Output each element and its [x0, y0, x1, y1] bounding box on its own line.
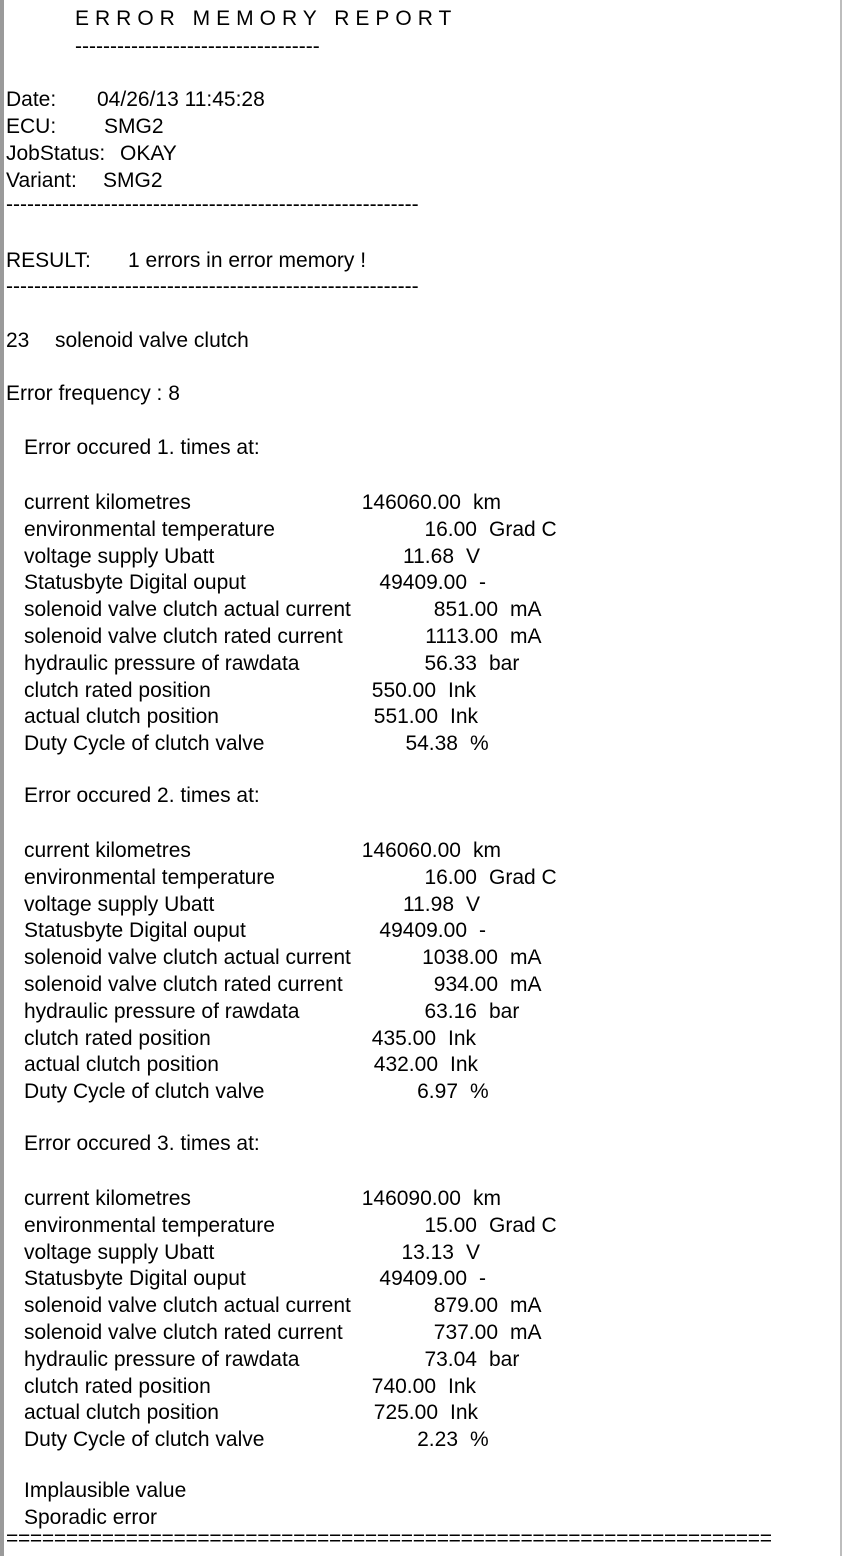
measurement-label: Statusbyte Digital ouput: [24, 1267, 246, 1291]
jobstatus-value: OKAY: [120, 142, 177, 165]
title-underline: -----------------------------------: [75, 35, 320, 58]
measurement-value: 1038.00: [422, 946, 498, 970]
measurement-unit: bar: [489, 651, 520, 675]
measurement-row: [24, 518, 784, 542]
measurement-unit: Ink: [450, 1401, 479, 1425]
measurement-unit: V: [466, 1240, 481, 1264]
measurement-value: 49409.00: [379, 919, 467, 943]
measurement-label: hydraulic pressure of rawdata: [24, 1347, 300, 1371]
note-implausible-value: Implausible value: [24, 1479, 187, 1502]
ecu-label: ECU:: [6, 115, 57, 138]
measurement-unit: km: [473, 1187, 501, 1210]
measurement-row: [24, 973, 784, 997]
measurement-row: [24, 919, 784, 943]
measurement-value: 432.00: [373, 1053, 438, 1077]
measurement-label: Statusbyte Digital ouput: [24, 919, 246, 943]
measurement-unit: Grad C: [489, 517, 557, 541]
measurement-label: environmental temperature: [24, 517, 275, 541]
measurement-label: actual clutch position: [24, 705, 219, 729]
measurement-label: clutch rated position: [24, 678, 211, 702]
measurement-label: Statusbyte Digital ouput: [24, 571, 246, 595]
measurement-value: 73.04: [424, 1347, 477, 1371]
measurement-row: [24, 625, 784, 649]
measurement-label: actual clutch position: [24, 1053, 219, 1077]
measurement-row: [24, 1214, 784, 1238]
measurement-value: 11.68: [403, 544, 454, 568]
note-sporadic-error: Sporadic error: [24, 1506, 158, 1529]
measurement-row: [24, 545, 784, 569]
measurement-row: [24, 1027, 784, 1051]
jobstatus-label: JobStatus:: [6, 142, 106, 165]
measurement-row: [24, 946, 784, 970]
occurrence-heading: Error occured 2. times at:: [24, 784, 260, 807]
measurement-label: solenoid valve clutch actual current: [24, 1294, 351, 1318]
measurement-label: solenoid valve clutch rated current: [24, 1321, 343, 1344]
variant-value: SMG2: [103, 169, 163, 192]
measurement-unit: %: [470, 1428, 489, 1452]
measurement-label: voltage supply Ubatt: [24, 1240, 215, 1264]
occurrence-heading: Error occured 3. times at:: [24, 1132, 260, 1155]
measurement-value: 146060.00: [361, 491, 461, 514]
measurement-unit: Grad C: [489, 1213, 557, 1237]
measurement-unit: Ink: [450, 1053, 479, 1077]
measurement-value: 49409.00: [379, 571, 467, 595]
measurement-value: 1113.00: [425, 625, 498, 648]
result-label: RESULT:: [6, 249, 91, 272]
measurement-row: [24, 1080, 784, 1104]
measurement-unit: -: [479, 919, 486, 943]
ecu-value: SMG2: [104, 115, 164, 138]
measurement-unit: -: [479, 571, 486, 595]
measurement-unit: -: [479, 1267, 486, 1291]
measurement-label: solenoid valve clutch rated current: [24, 625, 343, 648]
measurement-row: [24, 705, 784, 729]
report-title: ERROR MEMORY REPORT: [75, 7, 458, 30]
measurement-value: 56.33: [424, 651, 477, 675]
measurement-unit: %: [470, 732, 489, 756]
measurement-value: 740.00: [371, 1374, 436, 1398]
measurement-row: [24, 1053, 784, 1077]
measurement-label: Duty Cycle of clutch valve: [24, 732, 265, 756]
measurement-label: Duty Cycle of clutch valve: [24, 1428, 265, 1452]
measurement-label: clutch rated position: [24, 1026, 211, 1050]
measurement-value: 551.00: [373, 705, 438, 729]
measurement-label: current kilometres: [24, 839, 191, 862]
measurement-value: 54.38: [405, 732, 458, 756]
measurement-unit: Ink: [448, 1026, 477, 1050]
measurement-row: [24, 839, 784, 863]
measurement-label: hydraulic pressure of rawdata: [24, 651, 300, 675]
measurement-row: [24, 1375, 784, 1399]
measurement-label: current kilometres: [24, 491, 191, 514]
measurement-value: 15.00: [424, 1213, 477, 1237]
measurement-row: [24, 491, 784, 515]
measurement-row: [24, 1000, 784, 1024]
measurement-label: solenoid valve clutch actual current: [24, 598, 351, 622]
separator-line: -----------------------------------------------------------: [6, 193, 419, 216]
measurement-unit: mA: [510, 625, 542, 648]
measurement-label: environmental temperature: [24, 865, 275, 889]
measurement-row: [24, 1428, 784, 1452]
measurement-value: 2.23: [417, 1428, 458, 1452]
measurement-value: 49409.00: [379, 1267, 467, 1291]
measurement-unit: %: [470, 1080, 489, 1104]
measurement-value: 879.00: [433, 1294, 498, 1318]
measurement-unit: V: [466, 544, 481, 568]
measurement-row: [24, 866, 784, 890]
measurement-value: 11.98: [403, 892, 454, 916]
error-frequency: Error frequency : 8: [6, 382, 180, 405]
measurement-row: [24, 1294, 784, 1318]
measurement-row: [24, 1187, 784, 1211]
measurement-value: 737.00: [433, 1321, 498, 1344]
measurement-value: 550.00: [371, 678, 436, 702]
measurement-row: [24, 1401, 784, 1425]
measurement-unit: bar: [489, 1347, 520, 1371]
measurement-unit: Ink: [448, 678, 477, 702]
measurement-unit: mA: [510, 946, 542, 970]
measurement-value: 16.00: [424, 517, 477, 541]
double-separator-line: ================================================================: [6, 1527, 772, 1550]
measurement-value: 934.00: [433, 973, 498, 996]
measurement-unit: bar: [489, 999, 520, 1023]
measurement-unit: mA: [510, 973, 542, 996]
measurement-label: voltage supply Ubatt: [24, 544, 215, 568]
measurement-value: 63.16: [424, 999, 477, 1023]
measurement-unit: mA: [510, 1321, 542, 1344]
measurement-value: 146090.00: [361, 1187, 461, 1210]
measurement-unit: mA: [510, 1294, 542, 1318]
separator-line: -----------------------------------------------------------: [6, 275, 419, 298]
measurement-unit: Ink: [448, 1374, 477, 1398]
measurement-row: [24, 571, 784, 595]
measurement-label: Duty Cycle of clutch valve: [24, 1080, 265, 1104]
date-label: Date:: [6, 88, 57, 111]
measurement-label: environmental temperature: [24, 1213, 275, 1237]
measurement-row: [24, 1241, 784, 1265]
measurement-row: [24, 652, 784, 676]
date-value: 04/26/13 11:45:28: [97, 88, 265, 111]
measurement-row: [24, 679, 784, 703]
measurement-value: 16.00: [424, 865, 477, 889]
measurement-unit: km: [473, 491, 501, 514]
measurement-label: solenoid valve clutch actual current: [24, 946, 351, 970]
measurement-row: [24, 598, 784, 622]
measurement-value: 6.97: [417, 1080, 458, 1104]
measurement-label: clutch rated position: [24, 1374, 211, 1398]
measurement-value: 146060.00: [361, 839, 461, 862]
error-code: 23: [6, 329, 30, 352]
measurement-row: [24, 1348, 784, 1372]
measurement-value: 851.00: [433, 598, 498, 622]
occurrence-heading: Error occured 1. times at:: [24, 436, 260, 459]
measurement-unit: Grad C: [489, 865, 557, 889]
measurement-value: 13.13: [401, 1240, 454, 1264]
measurement-label: voltage supply Ubatt: [24, 892, 215, 916]
measurement-unit: V: [466, 892, 481, 916]
page-border-left: [0, 0, 4, 1556]
measurement-row: [24, 1267, 784, 1291]
variant-label: Variant:: [6, 169, 77, 192]
measurement-label: actual clutch position: [24, 1401, 219, 1425]
measurement-row: [24, 893, 784, 917]
measurement-label: hydraulic pressure of rawdata: [24, 999, 300, 1023]
measurement-value: 435.00: [371, 1026, 436, 1050]
measurement-unit: Ink: [450, 705, 479, 729]
measurement-unit: km: [473, 839, 501, 862]
measurement-value: 725.00: [373, 1401, 438, 1425]
measurement-unit: mA: [510, 598, 542, 622]
measurement-row: [24, 1321, 784, 1345]
measurement-label: current kilometres: [24, 1187, 191, 1210]
result-text: 1 errors in error memory !: [128, 249, 367, 272]
measurement-row: [24, 732, 784, 756]
error-name: solenoid valve clutch: [55, 329, 249, 352]
measurement-label: solenoid valve clutch rated current: [24, 973, 343, 996]
